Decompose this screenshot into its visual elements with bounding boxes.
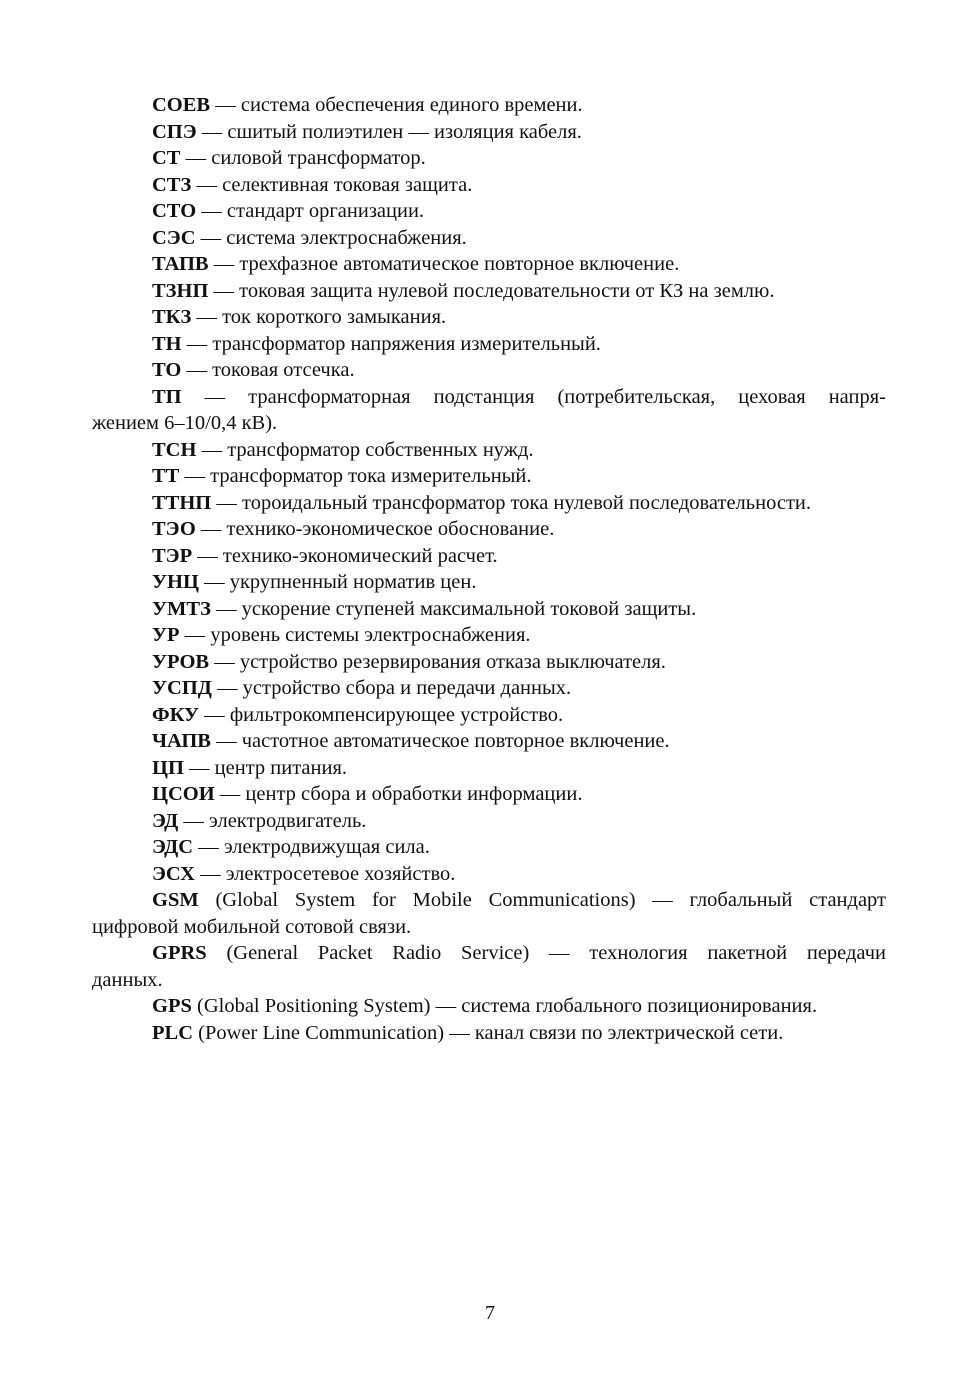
abbreviation-entry bbox=[92, 384, 886, 437]
abbreviation-term: ТН bbox=[152, 332, 182, 355]
abbreviation-term: СТО bbox=[152, 200, 197, 222]
abbreviation-entry bbox=[92, 463, 886, 490]
abbreviation-term: PLC bbox=[152, 1021, 193, 1044]
abbreviation-entry bbox=[92, 92, 886, 119]
abbreviation-term: ТКЗ bbox=[152, 306, 192, 328]
abbreviation-entry bbox=[92, 781, 886, 808]
abbreviation-definition: — частотное автоматическое повторное включение. bbox=[210, 730, 670, 752]
abbreviation-entry bbox=[92, 569, 886, 596]
abbreviation-definition: — трехфазное автоматическое повторное включение. bbox=[208, 253, 680, 275]
abbreviation-definition: — трансформаторная подстанция (потребительская, цеховая напря- bbox=[181, 385, 886, 408]
abbreviation-definition: — центр питания. bbox=[183, 756, 348, 779]
abbreviation-term: ТЭО bbox=[152, 518, 196, 540]
abbreviation-definition: — укрупненный норматив цен. bbox=[198, 571, 477, 593]
abbreviation-term: УР bbox=[152, 624, 180, 646]
abbreviation-term: СЭС bbox=[152, 226, 196, 249]
abbreviation-definition: (General Packet Radio Service) — технология пакетной передачи bbox=[206, 942, 886, 964]
abbreviation-term: ТЗНП bbox=[152, 279, 209, 302]
abbreviation-term: СТ bbox=[152, 147, 181, 169]
abbreviation-entry bbox=[92, 649, 886, 676]
abbreviation-definition-continuation: данных. bbox=[92, 968, 163, 991]
abbreviation-entry bbox=[92, 728, 886, 755]
abbreviation-entry bbox=[92, 543, 886, 570]
abbreviation-term: СПЭ bbox=[152, 120, 197, 143]
abbreviation-term: ЭДС bbox=[152, 836, 194, 858]
abbreviation-definition: — электросетевое хозяйство. bbox=[194, 862, 456, 885]
abbreviation-term: УНЦ bbox=[152, 571, 199, 593]
abbreviation-definition: — токовая отсечка. bbox=[181, 359, 355, 381]
abbreviation-term: GPRS bbox=[152, 942, 207, 964]
abbreviation-entry bbox=[92, 278, 886, 305]
abbreviation-entry bbox=[92, 887, 886, 940]
abbreviation-term: ТЭР bbox=[152, 544, 193, 567]
abbreviation-definition: — трансформатор напряжения измерительный. bbox=[181, 332, 601, 355]
abbreviation-term: ЭСХ bbox=[152, 862, 195, 885]
abbreviation-term: GPS bbox=[152, 995, 192, 1017]
abbreviation-definition: — трансформатор собственных нужд. bbox=[196, 438, 534, 461]
abbreviation-entry bbox=[92, 225, 886, 252]
abbreviation-entry bbox=[92, 861, 886, 888]
abbreviation-definition: — уровень системы электроснабжения. bbox=[179, 624, 531, 646]
abbreviation-term: УМТЗ bbox=[152, 597, 211, 620]
abbreviation-definition: — фильтрокомпенсирующее устройство. bbox=[199, 703, 564, 726]
abbreviation-definition-continuation: жением 6–10/0,4 кВ). bbox=[92, 412, 278, 434]
abbreviation-entry bbox=[92, 596, 886, 623]
abbreviation-entry bbox=[92, 331, 886, 358]
abbreviation-term: ТТ bbox=[152, 465, 180, 487]
abbreviation-definition-continuation: цифровой мобильной сотовой связи. bbox=[92, 915, 412, 938]
abbreviation-entry bbox=[92, 622, 886, 649]
abbreviation-term: УРОВ bbox=[152, 650, 210, 673]
abbreviation-term: УСПД bbox=[152, 677, 212, 699]
abbreviation-term: ТО bbox=[152, 359, 182, 381]
abbreviation-entry bbox=[92, 702, 886, 729]
abbreviation-definition: — система электроснабжения. bbox=[195, 226, 467, 249]
abbreviation-entry bbox=[92, 993, 886, 1020]
abbreviation-term: ТСН bbox=[152, 438, 197, 461]
abbreviation-list bbox=[92, 92, 886, 1046]
abbreviation-term: ТП bbox=[152, 385, 182, 408]
abbreviation-definition: — токовая защита нулевой последовательности от КЗ на землю. bbox=[208, 279, 775, 302]
abbreviation-definition: (Global Positioning System) — система глобального позиционирования. bbox=[191, 995, 818, 1017]
abbreviation-entry bbox=[92, 437, 886, 464]
abbreviation-definition: — сшитый полиэтилен — изоляция кабеля. bbox=[196, 120, 582, 143]
abbreviation-definition: — технико-экономический расчет. bbox=[192, 544, 498, 567]
page-number: 7 bbox=[485, 1302, 495, 1324]
abbreviation-entry bbox=[92, 251, 886, 278]
abbreviation-term: СТЗ bbox=[152, 173, 192, 196]
abbreviation-term: ТТНП bbox=[152, 491, 212, 514]
abbreviation-term: ЦСОИ bbox=[152, 783, 215, 805]
abbreviation-definition: — центр сбора и обработки информации. bbox=[214, 783, 583, 805]
abbreviation-definition: — стандарт организации. bbox=[196, 200, 425, 222]
abbreviation-definition: — трансформатор тока измерительный. bbox=[179, 465, 532, 487]
abbreviation-definition: — система обеспечения единого времени. bbox=[210, 94, 583, 116]
abbreviation-definition: — электродвигатель. bbox=[178, 809, 367, 832]
abbreviation-entry bbox=[92, 172, 886, 199]
abbreviation-definition: — ток короткого замыкания. bbox=[191, 306, 447, 328]
abbreviation-term: СОЕВ bbox=[152, 94, 211, 116]
abbreviation-definition: (Global System for Mobile Communications) — глобальный стандарт bbox=[198, 889, 886, 911]
abbreviation-entry bbox=[92, 119, 886, 146]
abbreviation-term: ЦП bbox=[152, 756, 184, 779]
abbreviation-definition: — силовой трансформатор. bbox=[180, 147, 426, 169]
abbreviation-entry bbox=[92, 490, 886, 517]
abbreviation-definition: — устройство сбора и передачи данных. bbox=[211, 677, 572, 699]
abbreviation-entry bbox=[92, 516, 886, 543]
abbreviation-definition: — электродвижущая сила. bbox=[193, 836, 430, 858]
abbreviation-entry bbox=[92, 808, 886, 835]
abbreviation-entry bbox=[92, 834, 886, 861]
abbreviation-entry bbox=[92, 755, 886, 782]
abbreviation-definition: — ускорение ступеней максимальной токовой защиты. bbox=[210, 597, 697, 620]
abbreviation-definition: (Power Line Communication) — канал связи по электрической сети. bbox=[193, 1021, 784, 1044]
abbreviation-definition: — технико-экономическое обоснование. bbox=[195, 518, 555, 540]
abbreviation-term: ТАПВ bbox=[152, 253, 209, 275]
abbreviation-definition: — селективная токовая защита. bbox=[191, 173, 473, 196]
abbreviation-term: ЭД bbox=[152, 809, 179, 832]
abbreviation-entry bbox=[92, 304, 886, 331]
abbreviation-definition: — устройство резервирования отказа выключателя. bbox=[209, 650, 666, 673]
abbreviation-entry bbox=[92, 940, 886, 993]
abbreviation-term: ЧАПВ bbox=[152, 730, 211, 752]
abbreviation-term: GSM bbox=[152, 889, 199, 911]
abbreviation-entry bbox=[92, 357, 886, 384]
abbreviation-definition: — тороидальный трансформатор тока нулевой последовательности. bbox=[211, 491, 812, 514]
abbreviation-term: ФКУ bbox=[152, 703, 200, 726]
abbreviation-entry bbox=[92, 1020, 886, 1047]
abbreviation-entry bbox=[92, 675, 886, 702]
abbreviation-entry bbox=[92, 198, 886, 225]
abbreviation-entry bbox=[92, 145, 886, 172]
